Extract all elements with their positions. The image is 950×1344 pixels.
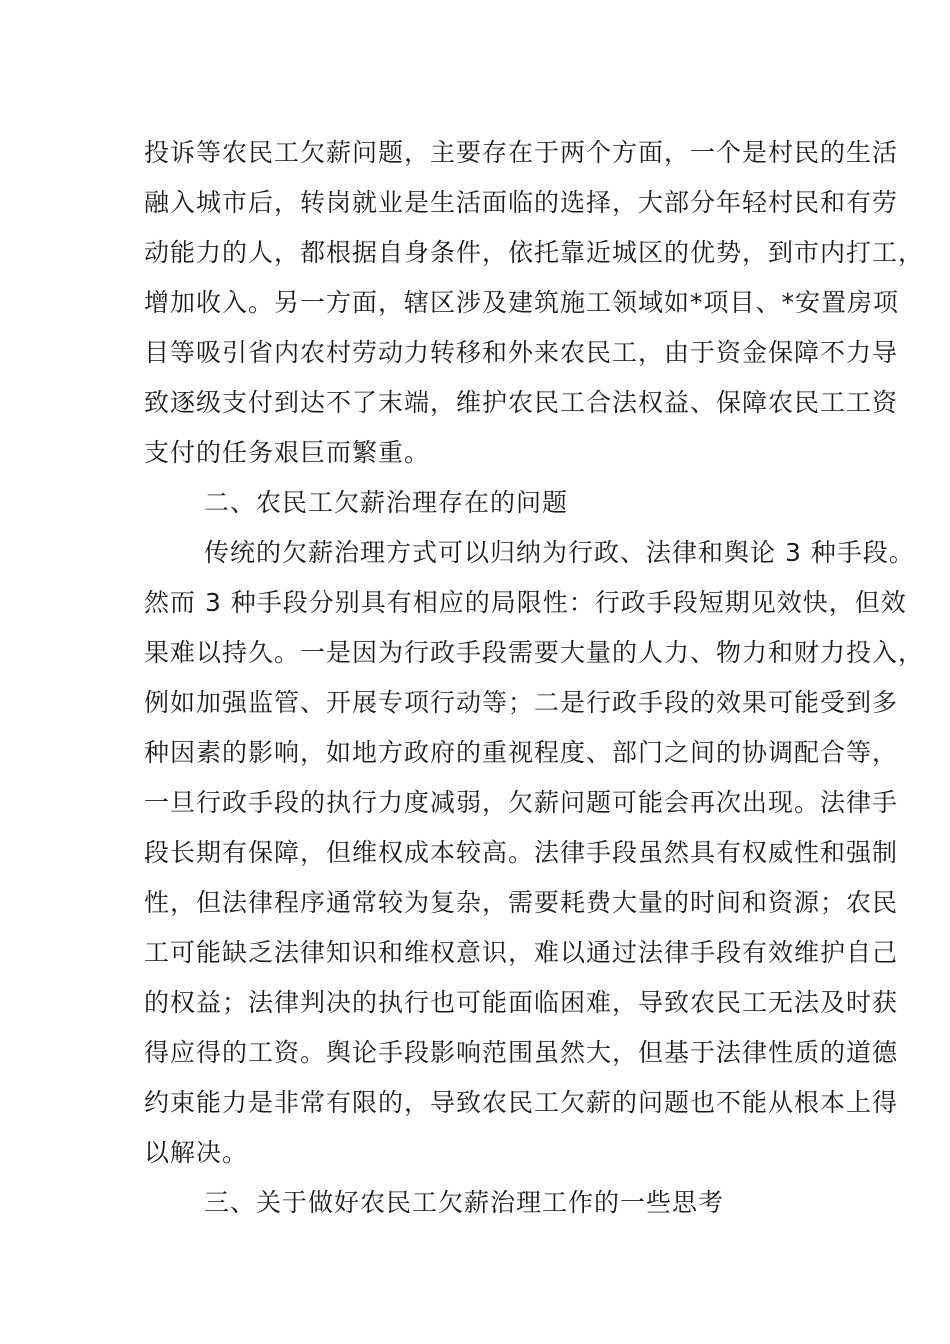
paragraph-2-line: 以解决。 bbox=[144, 1138, 249, 1167]
paragraph-1-line: 致逐级支付到达不了末端，维护农民工合法权益、保障农民工工资 bbox=[144, 388, 899, 417]
paragraph-1-line: 目等吸引省内农村劳动力转移和外来农民工，由于资金保障不力导 bbox=[144, 338, 899, 367]
section-heading-3: 三、关于做好农民工欠薪治理工作的一些思考 bbox=[204, 1188, 725, 1217]
paragraph-1-line: 支付的任务艰巨而繁重。 bbox=[144, 438, 431, 467]
paragraph-2-line: 段长期有保障，但维权成本较高。法律手段虽然具有权威性和强制 bbox=[144, 838, 899, 867]
paragraph-2-line: 种因素的影响，如地方政府的重视程度、部门之间的协调配合等， bbox=[144, 738, 899, 767]
paragraph-2-line: 然而 3 种手段分别具有相应的局限性：行政手段短期见效快，但效 bbox=[144, 588, 907, 617]
paragraph-2-line: 一旦行政手段的执行力度减弱，欠薪问题可能会再次出现。法律手 bbox=[144, 788, 899, 817]
paragraph-2-line: 果难以持久。一是因为行政手段需要大量的人力、物力和财力投入， bbox=[144, 638, 925, 667]
paragraph-1-line: 投诉等农民工欠薪问题，主要存在于两个方面，一个是村民的生活 bbox=[144, 138, 899, 167]
paragraph-2-line: 性，但法律程序通常较为复杂，需要耗费大量的时间和资源；农民 bbox=[144, 888, 899, 917]
paragraph-1-line: 增加收入。另一方面，辖区涉及建筑施工领域如*项目、*安置房项 bbox=[144, 288, 900, 317]
section-heading-2: 二、农民工欠薪治理存在的问题 bbox=[204, 488, 569, 517]
paragraph-2-line: 例如加强监管、开展专项行动等；二是行政手段的效果可能受到多 bbox=[144, 688, 899, 717]
paragraph-1-line: 动能力的人，都根据自身条件，依托靠近城区的优势，到市内打工， bbox=[144, 238, 925, 267]
paragraph-1-line: 融入城市后，转岗就业是生活面临的选择，大部分年轻村民和有劳 bbox=[144, 188, 899, 217]
paragraph-2-line: 得应得的工资。舆论手段影响范围虽然大，但基于法律性质的道德 bbox=[144, 1038, 899, 1067]
paragraph-2-line: 约束能力是非常有限的，导致农民工欠薪的问题也不能从根本上得 bbox=[144, 1088, 899, 1117]
paragraph-2-line: 的权益；法律判决的执行也可能面临困难，导致农民工无法及时获 bbox=[144, 988, 899, 1017]
paragraph-2-line: 传统的欠薪治理方式可以归纳为行政、法律和舆论 3 种手段。 bbox=[204, 538, 915, 567]
paragraph-2-line: 工可能缺乏法律知识和维权意识，难以通过法律手段有效维护自己 bbox=[144, 938, 899, 967]
